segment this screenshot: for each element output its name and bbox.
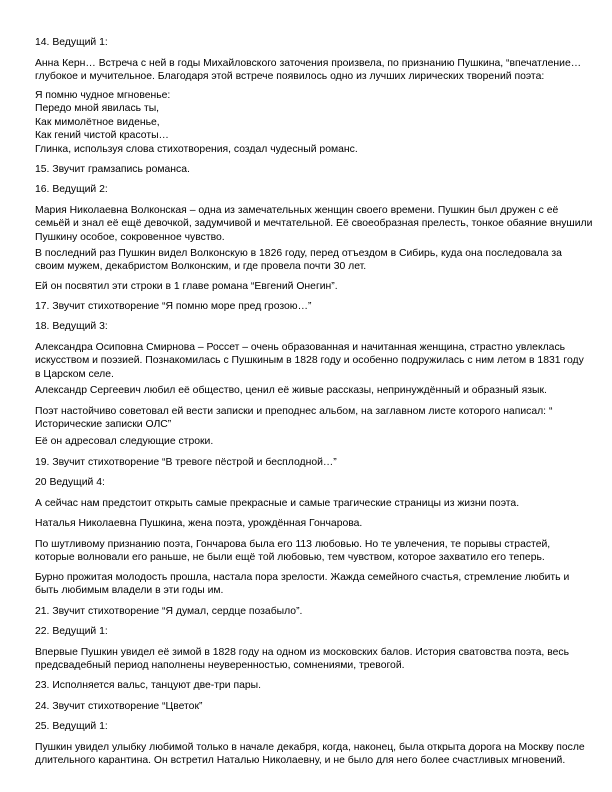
paragraph [35, 36, 580, 49]
paragraph [35, 741, 585, 768]
paragraph [35, 405, 580, 432]
text-line: предсвадебный период наполнены неуверенностью, сомнениями, тревогой. [35, 660, 405, 672]
text-line: 21. Звучит стихотворение “Я думал, сердце позабыло”. [35, 606, 303, 617]
text-line: быть любимым владели в эти годы им. [35, 585, 224, 597]
paragraph [35, 183, 580, 196]
text-line: глубокое и мучительное. Благодаря этой встрече появилось одно из лучших лирических творений поэта: [35, 71, 545, 83]
text-line: 24. Звучит стихотворение “Цветок” [35, 701, 203, 712]
text-line: Передо мной явилась ты, [35, 103, 160, 115]
paragraph [35, 163, 580, 176]
text-line: искусством и поэзией. Познакомилась с Пушкиным в 1828 году и особенно подружилась с ним летом в 1831 году [35, 355, 584, 367]
paragraph [35, 320, 580, 333]
text-line: Пушкин увидел улыбку любимой только в начале декабря, когда, наконец, была открыта дорога на Москву после [35, 742, 585, 753]
paragraph [35, 679, 580, 692]
paragraph [35, 700, 580, 713]
text-line: Глинка, используя слова стихотворения, создал чудесный романс. [35, 144, 358, 155]
text-line: Александр Сергеевич любил её общество, ценил её живые рассказы, непринуждённый и образный язык. [35, 385, 547, 396]
paragraph [35, 341, 584, 381]
paragraph [35, 300, 580, 313]
text-line: которые волновали его раньше, не были ещё той любовью, тем чувством, которое захватило его теперь. [35, 552, 545, 564]
paragraph [35, 476, 580, 489]
text-line: Исторические записки ОЛС” [35, 419, 172, 431]
text-line: длительного карантина. Он встретил Наталью Николаевну, и не было для него более счастливых мгновений. [35, 755, 566, 767]
text-line: Её он адресовал следующие строки. [35, 436, 214, 447]
text-line: Поэт настойчиво советовал ей вести записки и преподнес альбом, на заглавном листе которого написал: “ [35, 406, 553, 417]
text-line: 15. Звучит грамзапись романса. [35, 164, 190, 175]
text-line: 22. Ведущий 1: [35, 626, 108, 637]
paragraph [35, 571, 580, 598]
paragraph [35, 646, 580, 673]
paragraph [35, 204, 593, 244]
text-line: Как мимолётное виденье, [35, 116, 160, 128]
text-line: Ей он посвятил эти строки в 1 главе романа “Евгений Онегин”. [35, 281, 338, 292]
text-line: По шутливому признанию поэта, Гончарова была его 113 любовью. Но те увлечения, те порывы страстей, [35, 539, 551, 550]
paragraph [35, 497, 580, 510]
paragraph [35, 517, 580, 530]
paragraph [35, 625, 580, 638]
paragraph [35, 538, 580, 565]
text-line: 25. Ведущий 1: [35, 721, 108, 732]
text-line: 18. Ведущий 3: [35, 321, 108, 332]
paragraph [35, 720, 580, 733]
text-line: 17. Звучит стихотворение “Я помню море пред грозою…” [35, 301, 312, 312]
text-line: в Царском селе. [35, 368, 114, 380]
text-line: Пушкину особое, сокровенное чувство. [35, 231, 225, 243]
paragraph [35, 456, 580, 469]
paragraph [35, 89, 580, 143]
text-line: Впервые Пушкин увидел её зимой в 1828 году на одном из московских балов. История сватовства поэта, весь [35, 647, 569, 658]
paragraph [35, 605, 580, 618]
paragraph [35, 247, 580, 274]
text-line: своим мужем, декабристом Волконским, и где провела почти 30 лет. [35, 261, 367, 273]
paragraph [35, 435, 580, 448]
text-line: 14. Ведущий 1: [35, 37, 108, 48]
text-line: Анна Керн… Встреча с ней в годы Михайловского заточения произвела, по признанию Пушкина, “впечатление… [35, 58, 582, 69]
paragraph [35, 143, 580, 156]
text-line: Я помню чудное мгновенье: [35, 90, 171, 101]
text-line: 19. Звучит стихотворение “В тревоге пёстрой и бесплодной…” [35, 457, 337, 468]
text-line: 16. Ведущий 2: [35, 184, 108, 195]
text-line: Бурно прожитая молодость прошла, настала пора зрелости. Жажда семейного счастья, стремление любить и [35, 572, 570, 583]
text-line: Александра Осиповна Смирнова – Россет – очень образованная и начитанная женщина, страстно увлеклась [35, 342, 566, 353]
paragraph [35, 57, 580, 84]
text-line: Наталья Николаевна Пушкина, жена поэта, урождённая Гончарова. [35, 518, 363, 529]
text-line: Мария Николаевна Волконская – одна из замечательных женщин своего времени. Пушкин был дружен с её [35, 205, 559, 216]
paragraph [35, 280, 580, 293]
paragraph [35, 384, 580, 397]
text-line: 20 Ведущий 4: [35, 477, 105, 488]
text-line: А сейчас нам предстоит открыть самые прекрасные и самые трагические страницы из жизни поэта. [35, 498, 520, 509]
text-line: семьёй и знал её ещё девочкой, задумчивой и мечтательной. Её своеобразная прелесть, тонкое обаяние внушили [35, 218, 593, 230]
text-line: В последний раз Пушкин видел Волконскую в 1826 году, перед отъездом в Сибирь, куда она последовала за [35, 248, 562, 259]
text-line: 23. Исполняется вальс, танцуют две-три пары. [35, 680, 262, 691]
text-line: Как гений чистой красоты… [35, 130, 169, 142]
